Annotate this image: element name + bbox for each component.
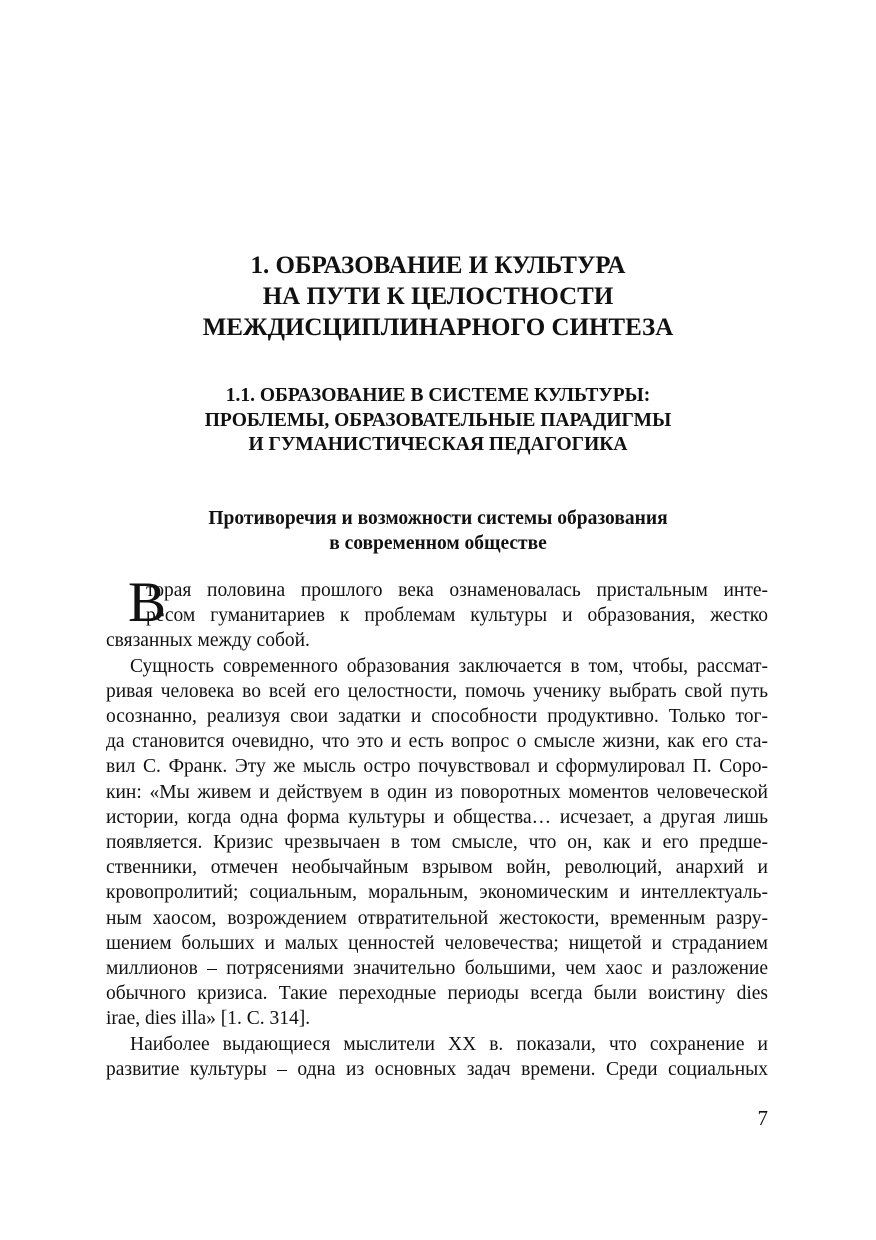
text-line: кин: «Мы живем и действуем в один из поворотных моментов человеческой [106, 781, 768, 803]
text-line: ственники, отмечен необычайным взрывом войн, революций, анархий и [106, 857, 768, 879]
text-line: связанных между собой. [106, 630, 310, 652]
chapter-title [0, 250, 876, 343]
section-title-line: И ГУМАНИСТИЧЕСКАЯ ПЕДАГОГИКА [248, 434, 628, 455]
text-line: обычного кризиса. Такие переходные периоды всегда были воистину dies [106, 983, 768, 1005]
chapter-title-line: НА ПУТИ К ЦЕЛОСТНОСТИ [262, 283, 614, 310]
section-title [0, 384, 876, 458]
text-line: развитие культуры – одна из основных задач времени. Среди социальных [106, 1058, 768, 1080]
paragraph-1 [106, 571, 768, 654]
text-line: ривая человека во всей его целостности, помочь ученику выбрать свой путь [106, 680, 768, 702]
text-line: ресом гуманитариев к проблемам культуры и образования, жестко [146, 605, 768, 627]
text-line: вил С. Франк. Эту же мысль остро почувствовал и сформулировал П. Соро- [106, 756, 768, 778]
drop-cap: В [128, 571, 167, 634]
chapter-title-line: 1. ОБРАЗОВАНИЕ И КУЛЬТУРА [250, 252, 626, 279]
text-line: да становится очевидно, что это и есть вопрос о смысле жизни, как его ста- [106, 731, 768, 753]
subheading-line: Противоречия и возможности системы образования [208, 508, 668, 529]
paragraph-2 [106, 654, 768, 1032]
text-line: миллионов – потрясениями значительно большими, чем хаос и разложение [106, 958, 768, 980]
text-line: Сущность современного образования заключается в том, чтобы, рассмат- [130, 655, 768, 677]
text-line: шением больших и малых ценностей человечества; нищетой и страданием [106, 932, 768, 954]
body-text [106, 571, 768, 1082]
section-title-line: ПРОБЛЕМЫ, ОБРАЗОВАТЕЛЬНЫЕ ПАРАДИГМЫ [204, 409, 672, 431]
chapter-title-line: МЕЖДИСЦИПЛИНАРНОГО СИНТЕЗА [202, 314, 674, 341]
subheading [0, 507, 876, 556]
text-line: появляется. Кризис чрезвычаен в том смысле, что он, как и его предше- [106, 832, 768, 854]
page-number: 7 [757, 1106, 768, 1130]
section-title-line: 1.1. ОБРАЗОВАНИЕ В СИСТЕМЕ КУЛЬТУРЫ: [225, 385, 651, 406]
text-line: irae, dies illa» [1. С. 314]. [106, 1008, 311, 1030]
text-line: торая половина прошлого века ознаменовалась пристальным инте- [146, 580, 768, 601]
text-line: ным хаосом, возрождением отвратительной жестокости, временным разру- [106, 907, 768, 929]
text-line: истории, когда одна форма культуры и общества… исчезает, а другая лишь [106, 806, 768, 828]
text-line: кровопролитий; социальным, моральным, экономическим и интеллектуаль- [106, 882, 768, 904]
paragraph-3 [106, 1032, 768, 1082]
subheading-line: в современном обществе [329, 532, 547, 554]
text-line: Наиболее выдающиеся мыслители XX в. показали, что сохранение и [130, 1033, 768, 1055]
text-line: осознанно, реализуя свои задатки и способности продуктивно. Только тог- [106, 706, 768, 728]
